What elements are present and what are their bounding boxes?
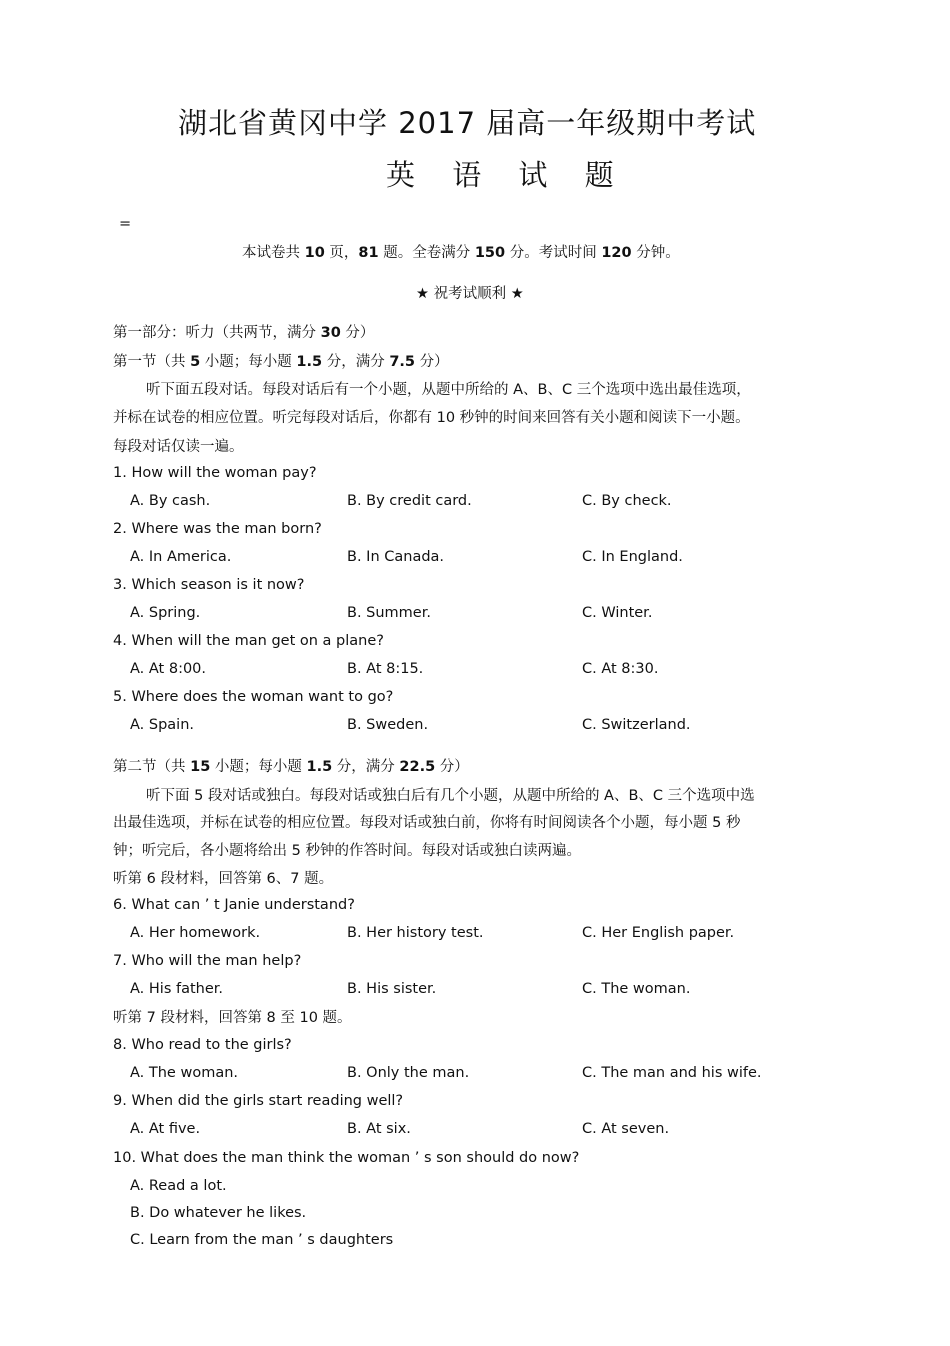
part1-heading: 第一部分：听力（共两节，满分 30 分） [113,325,375,341]
option-c: C. The man and his wife. [582,1065,762,1081]
option-c: C. Learn from the man ’ s daughters [130,1232,394,1248]
option-c: C. By check. [582,493,672,509]
stray-mark: = [119,216,132,232]
option-b: B. Do whatever he likes. [130,1205,307,1221]
question-stem: 8. Who read to the girls? [113,1037,292,1053]
material-note: 听第 7 段材料，回答第 8 至 10 题。 [113,1010,352,1026]
option-a: A. By cash. [130,493,211,509]
section1-instruction-line: 听下面五段对话。每段对话后有一个小题，从题中所给的 A、B、C 三个选项中选出最佳选项， [146,382,751,398]
question-stem: 4. When will the man get on a plane? [113,633,384,649]
question-stem: 2. Where was the man born? [113,521,322,537]
question-stem: 1. How will the woman pay? [113,465,317,481]
option-c: C. In England. [582,549,683,565]
option-a: A. Spring. [130,605,201,621]
section2-instruction-line: 钟；听完后，各小题将给出 5 秒钟的作答时间。每段对话或独白读两遍。 [113,843,581,859]
material-note: 听第 6 段材料，回答第 6、7 题。 [113,871,334,887]
option-b: B. Summer. [347,605,431,621]
option-c: C. Switzerland. [582,717,691,733]
option-c: C. Winter. [582,605,653,621]
option-a: A. The woman. [130,1065,238,1081]
option-c: C. Her English paper. [582,925,735,941]
option-b: B. His sister. [347,981,437,997]
option-c: C. At seven. [582,1121,670,1137]
option-a: A. In America. [130,549,232,565]
option-c: C. The woman. [582,981,691,997]
option-b: B. At six. [347,1121,411,1137]
option-a: A. Her homework. [130,925,261,941]
option-b: B. Her history test. [347,925,484,941]
exam-info: 本试卷共 10 页，81 题。全卷满分 150 分。考试时间 120 分钟。 [242,245,680,261]
option-a: A. His father. [130,981,224,997]
question-stem: 6. What can ’ t Janie understand? [113,897,355,913]
section1-heading: 第一节（共 5 小题；每小题 1.5 分，满分 7.5 分） [113,354,449,370]
section2-instruction-line: 听下面 5 段对话或独白。每段对话或独白后有几个小题，从题中所给的 A、B、C 三个选项中选 [146,788,755,804]
question-stem: 9. When did the girls start reading well? [113,1093,404,1109]
option-a: A. Spain. [130,717,195,733]
exam-subtitle: 英 语 试 题 [386,158,628,192]
option-b: B. Only the man. [347,1065,470,1081]
question-stem: 10. What does the man think the woman ’ s son should do now? [113,1150,580,1166]
option-b: B. By credit card. [347,493,472,509]
question-stem: 7. Who will the man help? [113,953,302,969]
option-a: A. At five. [130,1121,201,1137]
option-a: A. At 8:00. [130,661,207,677]
option-b: B. In Canada. [347,549,445,565]
question-stem: 3. Which season is it now? [113,577,305,593]
section1-instruction-line: 并标在试卷的相应位置。听完每段对话后，你都有 10 秒钟的时间来回答有关小题和阅读下一小题。 [113,410,750,426]
question-stem: 5. Where does the woman want to go? [113,689,394,705]
option-a: A. Read a lot. [130,1178,227,1194]
option-b: B. Sweden. [347,717,429,733]
option-b: B. At 8:15. [347,661,424,677]
exam-title: 湖北省黄冈中学 2017 届高一年级期中考试 [178,106,757,140]
section2-heading: 第二节（共 15 小题；每小题 1.5 分，满分 22.5 分） [113,759,469,775]
section2-instruction-line: 出最佳选项，并标在试卷的相应位置。每段对话或独白前，你将有时间阅读各个小题，每小题 5 秒 [113,815,741,831]
blessing-line: ★ 祝考试顺利 ★ [416,286,524,302]
option-c: C. At 8:30. [582,661,659,677]
section1-instruction-line: 每段对话仅读一遍。 [113,439,244,455]
